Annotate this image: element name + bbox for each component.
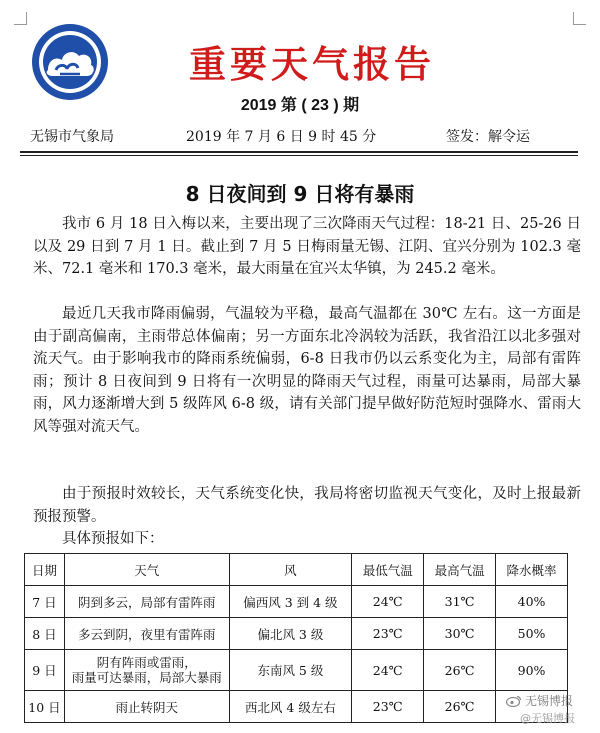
paragraph-table-intro: 具体预报如下： bbox=[62, 531, 164, 547]
cell-weather: 雨止转阴天 bbox=[64, 691, 229, 723]
table-row bbox=[25, 586, 568, 618]
issue-number: 2019 第 ( 23 ) 期 bbox=[240, 97, 360, 114]
weibo-logo-icon bbox=[506, 695, 522, 707]
cell-wind: 偏北风 3 级 bbox=[229, 618, 352, 650]
issuing-office: 无锡市气象局 bbox=[30, 129, 114, 145]
table-row bbox=[25, 618, 568, 650]
cell-min-temp: 24℃ bbox=[352, 650, 424, 691]
cell-precip-prob: 40% bbox=[496, 586, 568, 618]
cell-weather: 多云到阴，夜里有雷阵雨 bbox=[64, 618, 229, 650]
cell-precip-prob: 90% bbox=[496, 650, 568, 691]
cell-weather: 阴到多云，局部有雷阵雨 bbox=[64, 586, 229, 618]
cell-max-temp: 31℃ bbox=[424, 586, 496, 618]
cell-date: 9 日 bbox=[25, 650, 65, 691]
cell-max-temp: 26℃ bbox=[424, 650, 496, 691]
cell-min-temp: 23℃ bbox=[352, 618, 424, 650]
issue-time: 2019 年 7 月 6 日 9 时 45 分 bbox=[186, 129, 377, 145]
cell-max-temp: 26℃ bbox=[424, 691, 496, 723]
cell-precip-prob: 50% bbox=[496, 618, 568, 650]
cell-wind: 偏西风 3 到 4 级 bbox=[229, 586, 352, 618]
col-header-wind: 风 bbox=[229, 554, 352, 586]
table-row bbox=[25, 691, 568, 723]
cell-wind: 东南风 5 级 bbox=[229, 650, 352, 691]
signer: 签发：解令运 bbox=[446, 129, 530, 145]
watermark-name: 无锡博报 bbox=[525, 694, 574, 708]
cell-wind: 西北风 4 级左右 bbox=[229, 691, 352, 723]
paragraph-rainfall-summary: 我市 6 月 18 日入梅以来，主要出现了三次降雨天气过程：18-21 日、25-26 日以及 29 日到 7 月 1 日。截止到 7 月 5 日梅雨量无锡、江阴、宜兴分别为 102.3 毫米、72.1 毫米和 170.3 毫米，最大雨量在宜兴太华镇，为 245.2 毫米。 bbox=[33, 216, 581, 277]
col-header-weather: 天气 bbox=[64, 554, 229, 586]
col-header-max-temp: 最高气温 bbox=[424, 554, 496, 586]
report-title: 重要天气报告 bbox=[189, 42, 435, 86]
paragraph-monitoring-note: 由于预报时效较长，天气系统变化快，我局将密切监视天气变化，及时上报最新预报预警。 bbox=[33, 486, 581, 525]
cell-date: 7 日 bbox=[25, 586, 65, 618]
cell-max-temp: 30℃ bbox=[424, 618, 496, 650]
cell-weather-line: 雨量可达暴雨，局部大暴雨 bbox=[71, 670, 222, 685]
cell-date: 10 日 bbox=[25, 691, 65, 723]
cell-weather-line: 阴有阵雨或雷雨， bbox=[96, 655, 197, 670]
col-header-min-temp: 最低气温 bbox=[352, 554, 424, 586]
cell-min-temp: 24℃ bbox=[352, 586, 424, 618]
table-header-row bbox=[25, 554, 568, 586]
cell-min-temp: 23℃ bbox=[352, 691, 424, 723]
forecast-table bbox=[24, 553, 568, 723]
paragraph-forecast-analysis: 最近几天我市降雨偏弱，气温较为平稳，最高气温都在 30℃ 左右。这一方面是由于副高偏南，主雨带总体偏南；另一方面东北冷涡较为活跃，我省沿江以北多强对流天气。由于影响我市的降雨系统偏弱，6-8 日我市仍以云系变化为主，局部有雷阵雨；预计 8 日夜间到 9 日将有一次明显的降雨天气过程，雨量可达暴雨，局部大暴雨，风力逐渐增大到 5 级阵风 6-8 级，请有关部门提早做好防范短时强降水、雷雨大风等强对流天气。 bbox=[33, 306, 581, 435]
crop-mark-top-left bbox=[14, 12, 27, 25]
cell-date: 8 日 bbox=[25, 618, 65, 650]
watermark-handle: @无锡博报 bbox=[520, 712, 575, 725]
col-header-date: 日期 bbox=[25, 554, 65, 586]
crop-mark-top-right bbox=[573, 12, 586, 25]
header-divider-thick bbox=[20, 151, 578, 153]
report-headline: 8 日夜间到 9 日将有暴雨 bbox=[185, 182, 415, 206]
table-row bbox=[25, 650, 568, 691]
cma-cloud-logo-icon bbox=[30, 22, 110, 102]
header-divider-thin bbox=[20, 155, 578, 156]
col-header-precip-prob: 降水概率 bbox=[496, 554, 568, 586]
cell-weather bbox=[64, 650, 229, 691]
watermark bbox=[506, 692, 573, 709]
